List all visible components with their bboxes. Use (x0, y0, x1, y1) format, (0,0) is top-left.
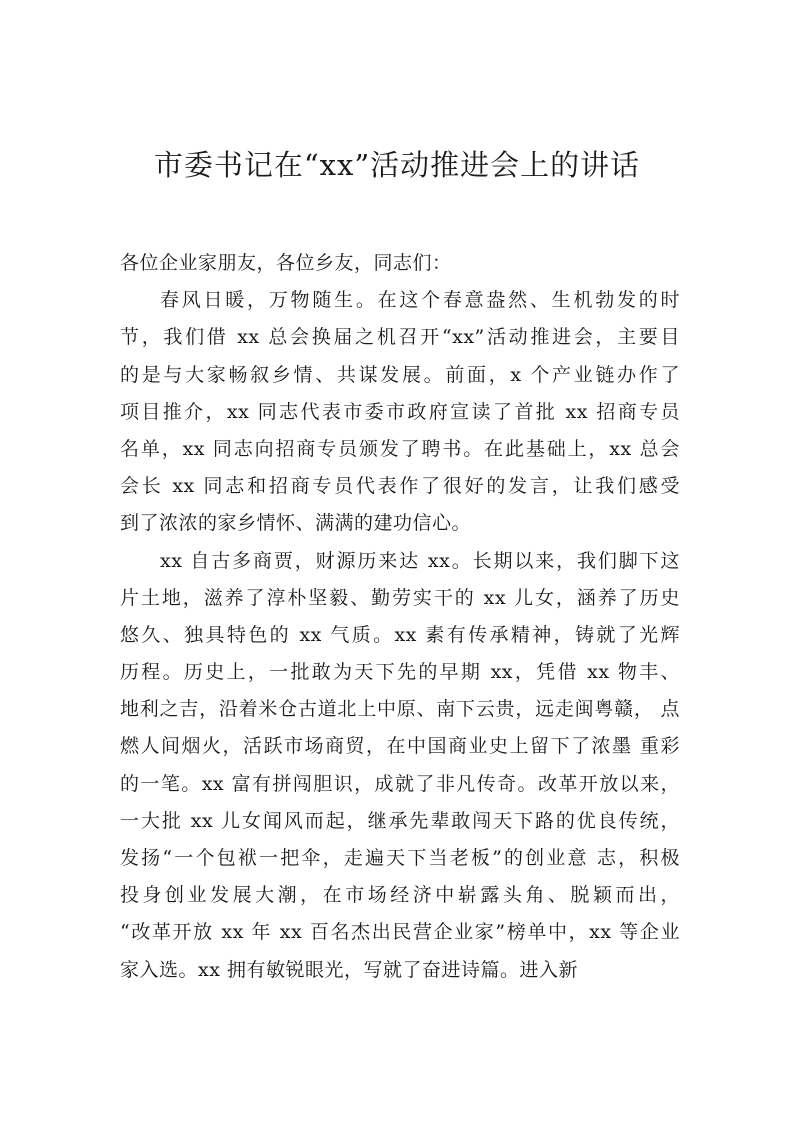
paragraph-line: 片土地，滋养了淳朴坚毅、勤劳实干的 xx 儿女，涵养了历史 (120, 586, 680, 609)
paragraph-line: 项目推介，xx 同志代表市委市政府宣读了首批 xx 招商专员 (120, 400, 680, 423)
paragraph-line: 发扬“一个包袱一把伞，走遍天下当老板”的创业意 志，积极 (120, 847, 680, 869)
paragraph-line: 燃人间烟火，活跃市场商贸，在中国商业史上留下了浓墨 重彩 (120, 735, 680, 758)
paragraph-line: 的一笔。xx 富有拼闯胆识，成就了非凡传奇。改革开放以来， (120, 772, 680, 795)
paragraph-line: 的是与大家畅叙乡情、共谋发展。前面，x 个产业链办作了 (120, 363, 680, 386)
paragraph-line: xx 自古多商贾，财源历来达 xx。长期以来，我们脚下这 (160, 549, 680, 572)
salutation-line: 各位企业家朋友，各位乡友，同志们： (120, 252, 452, 274)
paragraph-line: 一大批 xx 儿女闻风而起，继承先辈敢闯天下路的优良传统， (120, 809, 680, 832)
paragraph-line: 节，我们借 xx 总会换届之机召开“xx”活动推进会，主要目 (120, 326, 680, 349)
paragraph-line: 到了浓浓的家乡情怀、满满的建功信心。 (120, 512, 472, 535)
paragraph-line: 历程。历史上，一批敢为天下先的早期 xx，凭借 xx 物丰、 (120, 661, 680, 684)
paragraph-line: 地利之吉，沿着米仓古道北上中原、南下云贵，远走闽粤赣， 点 (120, 698, 680, 721)
paragraph-1 (120, 282, 680, 542)
paragraph-line: 名单，xx 同志向招商专员颁发了聘书。在此基础上，xx 总会 (120, 437, 680, 460)
document-title: 市委书记在“xx”活动推进会上的讲话 (153, 148, 641, 182)
paragraph-line: 悠久、独具特色的 xx 气质。xx 素有传承精神，铸就了光辉 (120, 623, 680, 646)
paragraph-line: 会长 xx 同志和招商专员代表作了很好的发言，让我们感受 (120, 475, 680, 498)
paragraph-line: 家入选。xx 拥有敏锐眼光，写就了奋进诗篇。进入新 (120, 958, 578, 981)
paragraph-line: “改革开放 xx 年 xx 百名杰出民营企业家”榜单中，xx 等企业 (120, 921, 680, 944)
paragraph-line: 投身创业发展大潮，在市场经济中崭露头角、脱颖而出， (120, 884, 680, 907)
paragraph-2 (120, 543, 680, 989)
document-body (120, 245, 680, 989)
paragraph-line: 春风日暖，万物随生。在这个春意盎然、生机勃发的时 (160, 289, 680, 312)
